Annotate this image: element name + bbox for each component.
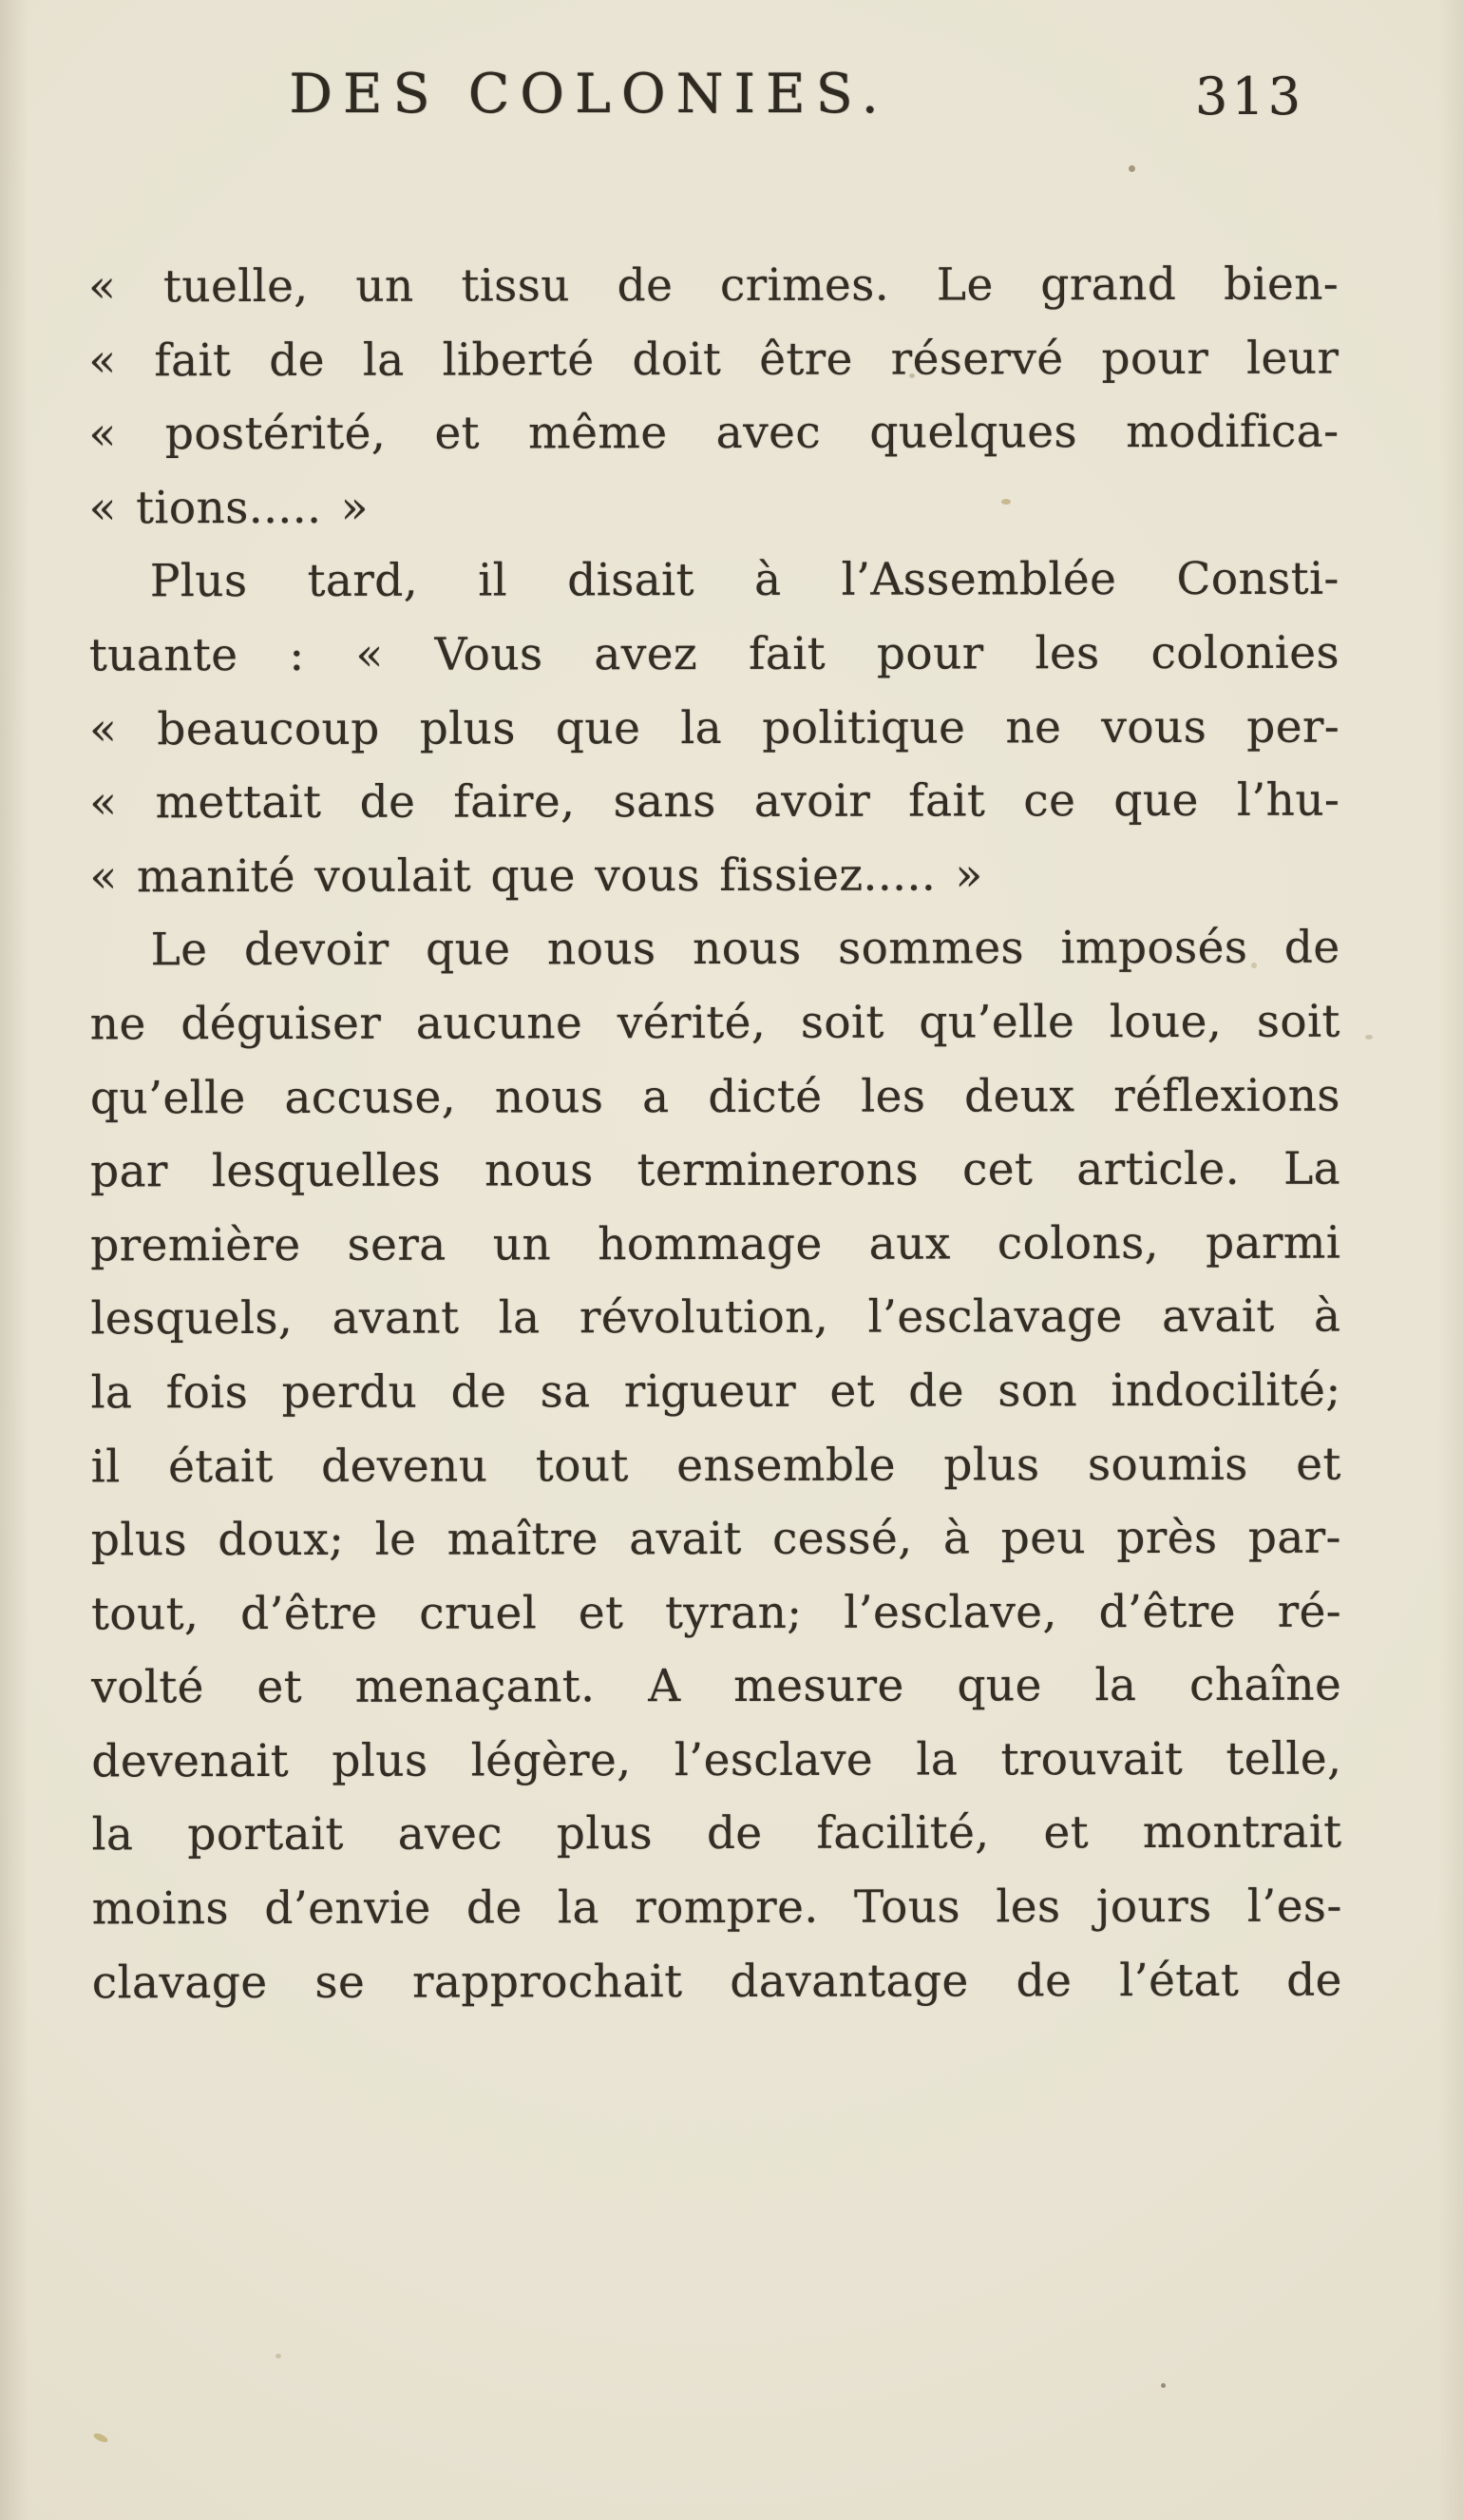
text-line: qu’elle accuse, nous a dicté les deux réflexions bbox=[89, 1069, 1340, 1124]
paper-speck bbox=[1365, 1035, 1373, 1040]
text-line: clavage se rapprochait davantage de l’état de bbox=[91, 1954, 1342, 2010]
text-line: il était devenu tout ensemble plus soumis et bbox=[90, 1438, 1341, 1493]
text-line: par lesquelles nous terminerons cet article. La bbox=[90, 1142, 1341, 1198]
text-line: tout, d’être cruel et tyran; l’esclave, d’être ré- bbox=[90, 1585, 1342, 1641]
running-head-title: DES COLONIES. bbox=[289, 63, 889, 125]
text-line: moins d’envie de la rompre. Tous les jours l’es- bbox=[91, 1880, 1342, 1936]
paper-speck bbox=[1161, 2383, 1166, 2388]
text-line: ne déguiser aucune vérité, soit qu’elle loue, soit bbox=[89, 995, 1340, 1051]
page-header bbox=[0, 63, 1463, 148]
text-line: plus doux; le maître avait cessé, à peu près par- bbox=[90, 1511, 1341, 1567]
text-line: lesquels, avant la révolution, l’esclavage avait à bbox=[90, 1289, 1341, 1346]
text-line: « fait de la liberté doit être réservé pour leur bbox=[88, 332, 1340, 387]
text-line: tuante : « Vous avez fait pour les colonies bbox=[88, 626, 1340, 682]
text-line: « tuelle, un tissu de crimes. Le grand bien- bbox=[88, 258, 1340, 314]
text-line: Le devoir que nous nous sommes imposés de bbox=[150, 921, 1340, 977]
text-line: « beaucoup plus que la politique ne vous per- bbox=[89, 700, 1340, 755]
text-line: « manité voulait que vous fissiez..... » bbox=[89, 849, 983, 904]
page-number: 313 bbox=[1195, 67, 1305, 126]
text-line: devenait plus légère, l’esclave la trouvait telle, bbox=[91, 1732, 1342, 1788]
text-line: « postérité, et même avec quelques modifica- bbox=[88, 405, 1340, 461]
paper-speck bbox=[276, 2354, 281, 2358]
text-line: première sera un hommage aux colons, parmi bbox=[90, 1216, 1341, 1272]
text-line: la fois perdu de sa rigueur et de son indocilité; bbox=[90, 1364, 1341, 1420]
text-line: « tions..... » bbox=[88, 481, 369, 535]
text-line: la portait avec plus de facilité, et montrait bbox=[91, 1806, 1342, 1861]
text-line: Plus tard, il disait à l’Assemblée Consti- bbox=[149, 552, 1340, 608]
paper-speck bbox=[1129, 165, 1135, 172]
page-body bbox=[88, 248, 1342, 2020]
text-line: « mettait de faire, sans avoir fait ce que l’hu- bbox=[89, 773, 1340, 830]
paper-speck bbox=[92, 2432, 108, 2444]
text-line: volté et menaçant. A mesure que la chaîne bbox=[91, 1658, 1342, 1714]
